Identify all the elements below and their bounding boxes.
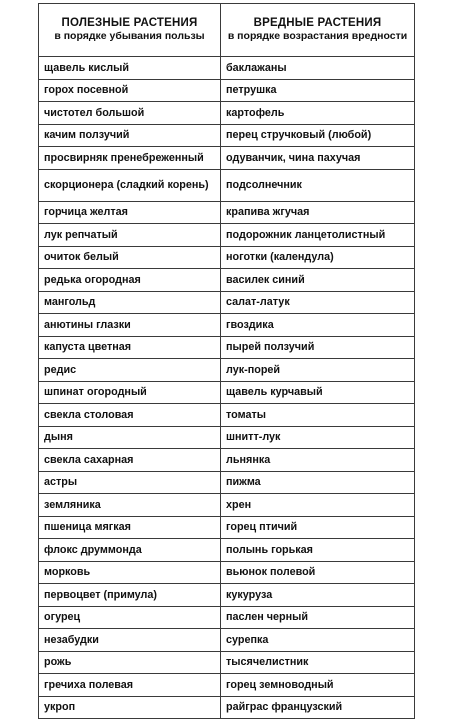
harmful-plant-cell: райграс французский xyxy=(221,696,415,719)
harmful-plant-cell: полынь горькая xyxy=(221,539,415,562)
harmful-plant-cell: салат-латук xyxy=(221,291,415,314)
harmful-plant-cell: льнянка xyxy=(221,449,415,472)
table-row xyxy=(39,147,415,170)
table-row xyxy=(39,57,415,80)
harmful-plant-cell: перец стручковый (любой) xyxy=(221,124,415,147)
useful-plant-cell: качим ползучий xyxy=(39,124,221,147)
useful-plant-cell: шпинат огородный xyxy=(39,381,221,404)
table-row xyxy=(39,471,415,494)
harmful-plant-cell: баклажаны xyxy=(221,57,415,80)
table-row xyxy=(39,584,415,607)
harmful-plant-cell: паслен черный xyxy=(221,606,415,629)
useful-plant-cell: астры xyxy=(39,471,221,494)
table-row xyxy=(39,404,415,427)
harmful-plant-cell: лук-порей xyxy=(221,359,415,382)
useful-plant-cell: редька огородная xyxy=(39,269,221,292)
useful-plant-cell: незабудки xyxy=(39,629,221,652)
table-row xyxy=(39,201,415,224)
table-row xyxy=(39,381,415,404)
useful-plant-cell: рожь xyxy=(39,651,221,674)
useful-plant-cell: первоцвет (примула) xyxy=(39,584,221,607)
table-row xyxy=(39,651,415,674)
useful-plant-cell: дыня xyxy=(39,426,221,449)
useful-plant-cell: укроп xyxy=(39,696,221,719)
harmful-plant-cell: василек синий xyxy=(221,269,415,292)
harmful-plant-cell: одуванчик, чина пахучая xyxy=(221,147,415,170)
harmful-plant-cell: крапива жгучая xyxy=(221,201,415,224)
harmful-plant-cell: подорожник ланцетолистный xyxy=(221,224,415,247)
table-row xyxy=(39,516,415,539)
useful-plant-cell: чистотел большой xyxy=(39,102,221,125)
useful-plant-cell: флокс друммонда xyxy=(39,539,221,562)
useful-plant-cell: просвирняк пренебреженный xyxy=(39,147,221,170)
header-useful-subtitle: в порядке убывания пользы xyxy=(54,29,205,42)
header-harmful xyxy=(221,4,415,57)
useful-plant-cell: свекла сахарная xyxy=(39,449,221,472)
table-row xyxy=(39,606,415,629)
useful-plant-cell: анютины глазки xyxy=(39,314,221,337)
table-row xyxy=(39,674,415,697)
table-row xyxy=(39,169,415,201)
useful-plant-cell: лук репчатый xyxy=(39,224,221,247)
header-harmful-subtitle: в порядке возрастания вредности xyxy=(227,29,408,42)
table-row xyxy=(39,224,415,247)
table-row xyxy=(39,314,415,337)
harmful-plant-cell: томаты xyxy=(221,404,415,427)
table-row xyxy=(39,426,415,449)
plants-table xyxy=(38,3,415,719)
table-row xyxy=(39,561,415,584)
useful-plant-cell: скорционера (сладкий корень) xyxy=(39,169,221,201)
harmful-plant-cell: гвоздика xyxy=(221,314,415,337)
table-row xyxy=(39,629,415,652)
table-header xyxy=(39,4,415,57)
harmful-plant-cell: горец птичий xyxy=(221,516,415,539)
header-useful xyxy=(39,4,221,57)
useful-plant-cell: морковь xyxy=(39,561,221,584)
harmful-plant-cell: кукуруза xyxy=(221,584,415,607)
useful-plant-cell: горчица желтая xyxy=(39,201,221,224)
harmful-plant-cell: вьюнок полевой xyxy=(221,561,415,584)
useful-plant-cell: мангольд xyxy=(39,291,221,314)
table-row xyxy=(39,696,415,719)
harmful-plant-cell: петрушка xyxy=(221,79,415,102)
useful-plant-cell: земляника xyxy=(39,494,221,517)
useful-plant-cell: горох посевной xyxy=(39,79,221,102)
useful-plant-cell: гречиха полевая xyxy=(39,674,221,697)
harmful-plant-cell: подсолнечник xyxy=(221,169,415,201)
table-row xyxy=(39,449,415,472)
table-row xyxy=(39,79,415,102)
harmful-plant-cell: пырей ползучий xyxy=(221,336,415,359)
useful-plant-cell: щавель кислый xyxy=(39,57,221,80)
harmful-plant-cell: хрен xyxy=(221,494,415,517)
table-body xyxy=(39,57,415,719)
useful-plant-cell: капуста цветная xyxy=(39,336,221,359)
table-row xyxy=(39,102,415,125)
header-row xyxy=(39,4,415,57)
header-useful-title: ПОЛЕЗНЫЕ РАСТЕНИЯ xyxy=(61,16,198,29)
useful-plant-cell: пшеница мягкая xyxy=(39,516,221,539)
useful-plant-cell: свекла столовая xyxy=(39,404,221,427)
harmful-plant-cell: щавель курчавый xyxy=(221,381,415,404)
harmful-plant-cell: горец земноводный xyxy=(221,674,415,697)
table-row xyxy=(39,336,415,359)
table-row xyxy=(39,291,415,314)
harmful-plant-cell: шнитт-лук xyxy=(221,426,415,449)
header-harmful-title: ВРЕДНЫЕ РАСТЕНИЯ xyxy=(253,16,382,29)
table-row xyxy=(39,494,415,517)
useful-plant-cell: огурец xyxy=(39,606,221,629)
harmful-plant-cell: сурепка xyxy=(221,629,415,652)
table-row xyxy=(39,246,415,269)
table-row xyxy=(39,124,415,147)
harmful-plant-cell: тысячелистник xyxy=(221,651,415,674)
useful-plant-cell: очиток белый xyxy=(39,246,221,269)
useful-plant-cell: редис xyxy=(39,359,221,382)
table-row xyxy=(39,269,415,292)
table-row xyxy=(39,359,415,382)
harmful-plant-cell: картофель xyxy=(221,102,415,125)
harmful-plant-cell: ноготки (календула) xyxy=(221,246,415,269)
table-row xyxy=(39,539,415,562)
harmful-plant-cell: пижма xyxy=(221,471,415,494)
